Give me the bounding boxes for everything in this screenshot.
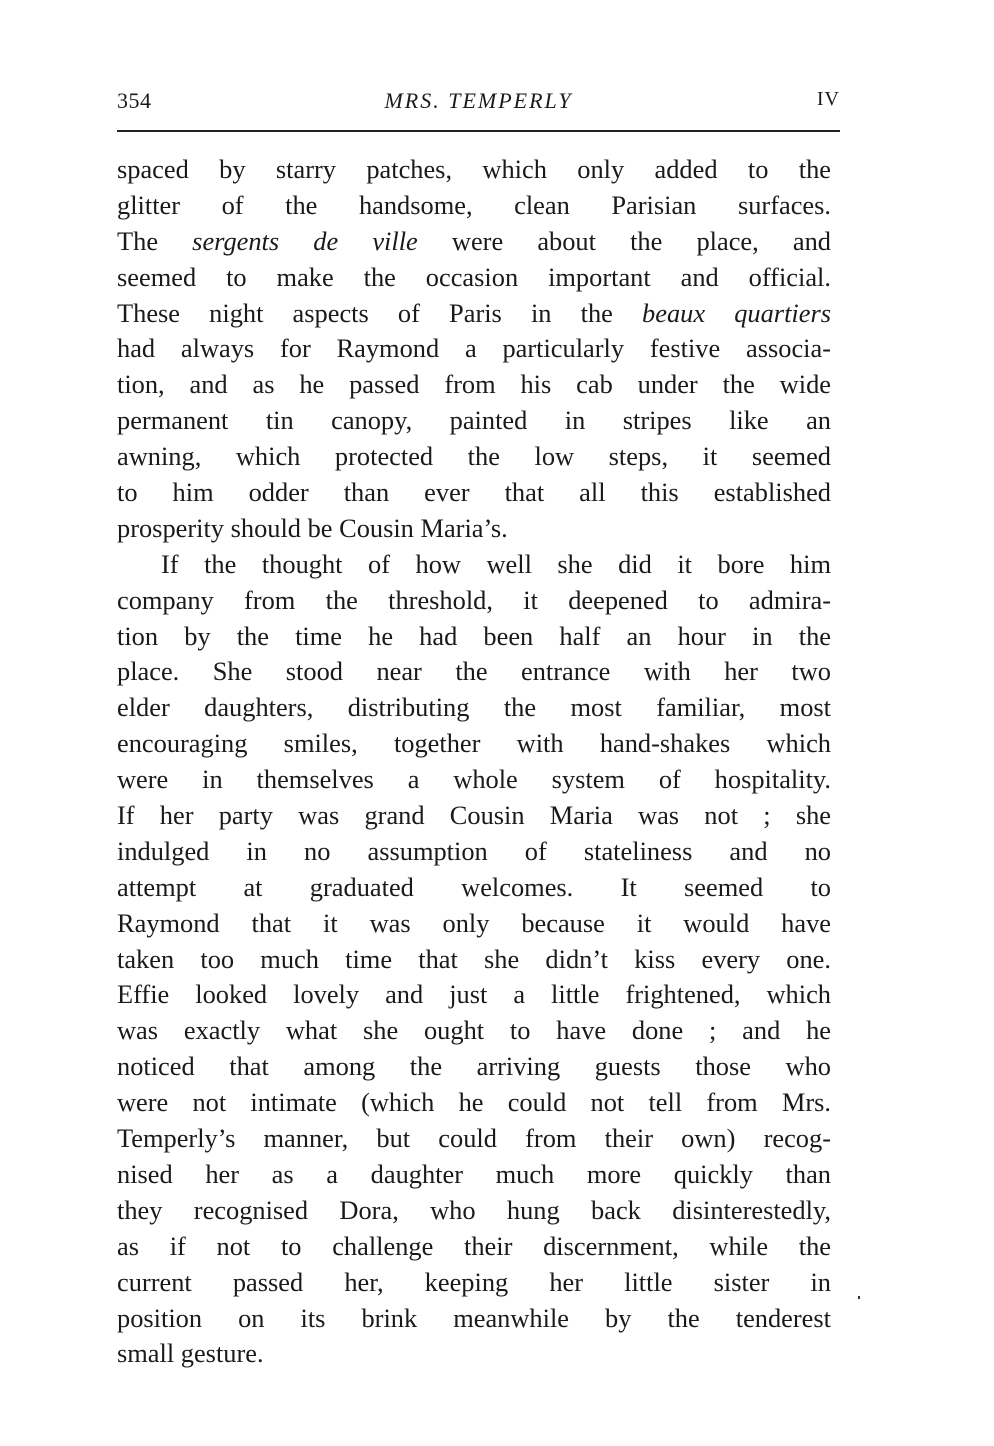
- text-line: encouraging smiles, together with hand-shakes which: [117, 728, 831, 759]
- text-line: noticed that among the arriving guests those who: [117, 1051, 831, 1082]
- text-line: permanent tin canopy, painted in stripes like an: [117, 405, 831, 436]
- text-line: elder daughters, distributing the most familiar, most: [117, 692, 831, 723]
- text-line: were not intimate (which he could not tell from Mrs.: [117, 1087, 831, 1118]
- text-line: position on its brink meanwhile by the tenderest: [117, 1302, 831, 1333]
- body-text: [117, 152, 831, 1372]
- text-line: was exactly what she ought to have done ; and he: [117, 1015, 831, 1046]
- paragraph-start-line: If the thought of how well she did it bore him: [161, 548, 831, 579]
- text-line: to him odder than ever that all this established: [117, 477, 831, 508]
- running-title: MRS. TEMPERLY: [384, 88, 573, 113]
- text-line: they recognised Dora, who hung back disinterestedly,: [117, 1194, 831, 1225]
- text-line: place. She stood near the entrance with her two: [117, 656, 831, 687]
- page-header: [117, 88, 840, 122]
- text-line: current passed her, keeping her little sister in: [117, 1266, 831, 1297]
- text-line: small gesture.: [117, 1338, 264, 1369]
- text-line: as if not to challenge their discernment, while the: [117, 1230, 831, 1261]
- text-line: Raymond that it was only because it would have: [117, 907, 831, 938]
- text-line: seemed to make the occasion important and official.: [117, 261, 831, 292]
- text-line: tion, and as he passed from his cab under the wide: [117, 369, 831, 400]
- text-line: If her party was grand Cousin Maria was not ; she: [117, 800, 831, 831]
- text-line: company from the threshold, it deepened to admira-: [117, 584, 831, 615]
- text-line: glitter of the handsome, clean Parisian surfaces.: [117, 189, 831, 220]
- text-line: tion by the time he had been half an hour in the: [117, 620, 831, 651]
- header-rule: [117, 130, 840, 132]
- print-speck: [858, 1296, 860, 1299]
- text-line: spaced by starry patches, which only added to the: [117, 154, 831, 184]
- text-line: These night aspects of Paris in the beaux quartiers: [117, 297, 831, 328]
- italic-phrase: beaux quartiers: [642, 297, 831, 328]
- text-line: had always for Raymond a particularly festive associa-: [117, 333, 831, 364]
- text-line: were in themselves a whole system of hospitality.: [117, 764, 831, 795]
- text-line: taken too much time that she didn’t kiss every one.: [117, 943, 831, 974]
- text-line: prosperity should be Cousin Maria’s.: [117, 512, 508, 543]
- text-line: awning, which protected the low steps, it seemed: [117, 441, 831, 472]
- text-line: attempt at graduated welcomes. It seemed to: [117, 871, 831, 902]
- text-line: nised her as a daughter much more quickly than: [117, 1158, 831, 1189]
- text-line: The sergents de ville were about the place, and: [117, 225, 831, 256]
- text-line: indulged in no assumption of stateliness and no: [117, 835, 831, 866]
- text-line: Temperly’s manner, but could from their own) recog-: [117, 1123, 831, 1154]
- page-number: 354: [117, 88, 152, 113]
- chapter-number: IV: [816, 88, 840, 110]
- text-line: Effie looked lovely and just a little frightened, which: [117, 979, 831, 1010]
- italic-phrase: sergents de ville: [192, 225, 418, 256]
